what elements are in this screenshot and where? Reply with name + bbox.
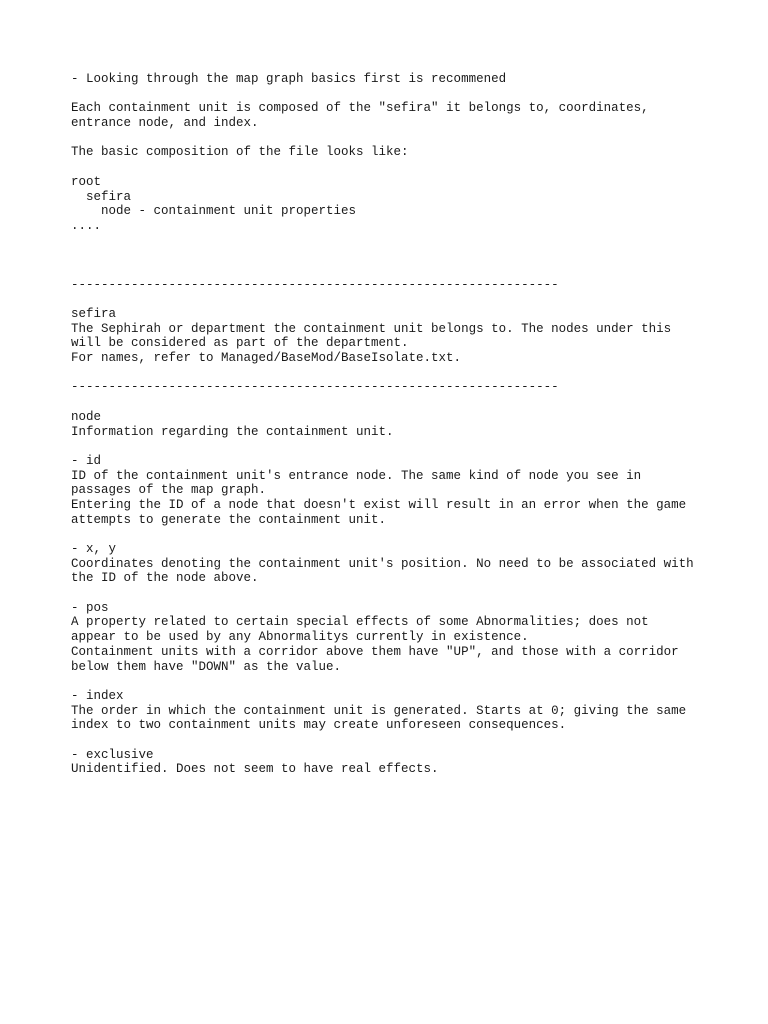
text-line: sefira: [71, 307, 117, 321]
text-line: attempts to generate the containment unit.: [71, 512, 387, 527]
text-line: ID of the containment unit's entrance node. The same kind of node you see in: [71, 468, 642, 483]
divider-line: -----------------------------------------------------------------: [71, 277, 559, 292]
blank-line: [71, 527, 751, 542]
blank-line: [71, 439, 751, 454]
blank-line: [71, 674, 751, 689]
text-line: entrance node, and index.: [71, 116, 259, 131]
divider-line: -----------------------------------------------------------------: [71, 380, 559, 395]
blank-line: [71, 87, 751, 102]
text-line: The order in which the containment unit is generated. Starts at 0; giving the same: [71, 703, 687, 718]
text-line: sefira: [71, 189, 132, 204]
text-line: A property related to certain special effects of some Abnormalities; does not: [71, 615, 649, 630]
text-line: appear to be used by any Abnormalitys currently in existence.: [71, 630, 529, 645]
blank-line: [71, 131, 751, 146]
text-line: index to two containment units may create unforeseen consequences.: [71, 718, 567, 733]
blank-line: [71, 366, 751, 381]
text-line: Each containment unit is composed of the "sefira" it belongs to, coordinates,: [71, 101, 649, 116]
text-line: ....: [71, 218, 102, 233]
text-line: - exclusive: [71, 747, 154, 762]
text-line: root: [71, 174, 102, 189]
text-line: The Sephirah or department the containment unit belongs to. The nodes under this: [71, 321, 672, 336]
blank-line: [71, 395, 751, 410]
text-line: Information regarding the containment unit.: [71, 424, 394, 439]
blank-line: [71, 733, 751, 748]
blank-line: [71, 160, 751, 175]
text-line: - id: [71, 453, 102, 468]
text-line: node - containment unit properties: [71, 204, 357, 219]
text-line: Unidentified. Does not seem to have real effects.: [71, 762, 439, 777]
text-line: Coordinates denoting the containment unit's position. No need to be associated with: [71, 556, 694, 571]
text-line: The basic composition of the file looks like:: [71, 145, 409, 160]
text-line: node: [71, 409, 102, 424]
text-line: Containment units with a corridor above them have "UP", and those with a corridor: [71, 644, 679, 659]
text-line: - pos: [71, 600, 109, 615]
text-line: will be considered as part of the department.: [71, 336, 409, 351]
text-line: Entering the ID of a node that doesn't exist will result in an error when the game: [71, 497, 687, 512]
text-line: - index: [71, 688, 124, 703]
blank-line: [71, 234, 751, 249]
blank-line: [71, 248, 751, 263]
blank-line: [71, 263, 751, 278]
text-line: below them have "DOWN" as the value.: [71, 659, 342, 674]
blank-line: [71, 292, 751, 307]
blank-line: [71, 586, 751, 601]
text-line: the ID of the node above.: [71, 571, 259, 586]
document-body: [71, 72, 751, 777]
text-line: For names, refer to Managed/BaseMod/BaseIsolate.txt.: [71, 351, 462, 366]
text-line: - Looking through the map graph basics first is recommened: [71, 72, 507, 86]
text-line: - x, y: [71, 542, 117, 556]
text-line: passages of the map graph.: [71, 483, 267, 498]
